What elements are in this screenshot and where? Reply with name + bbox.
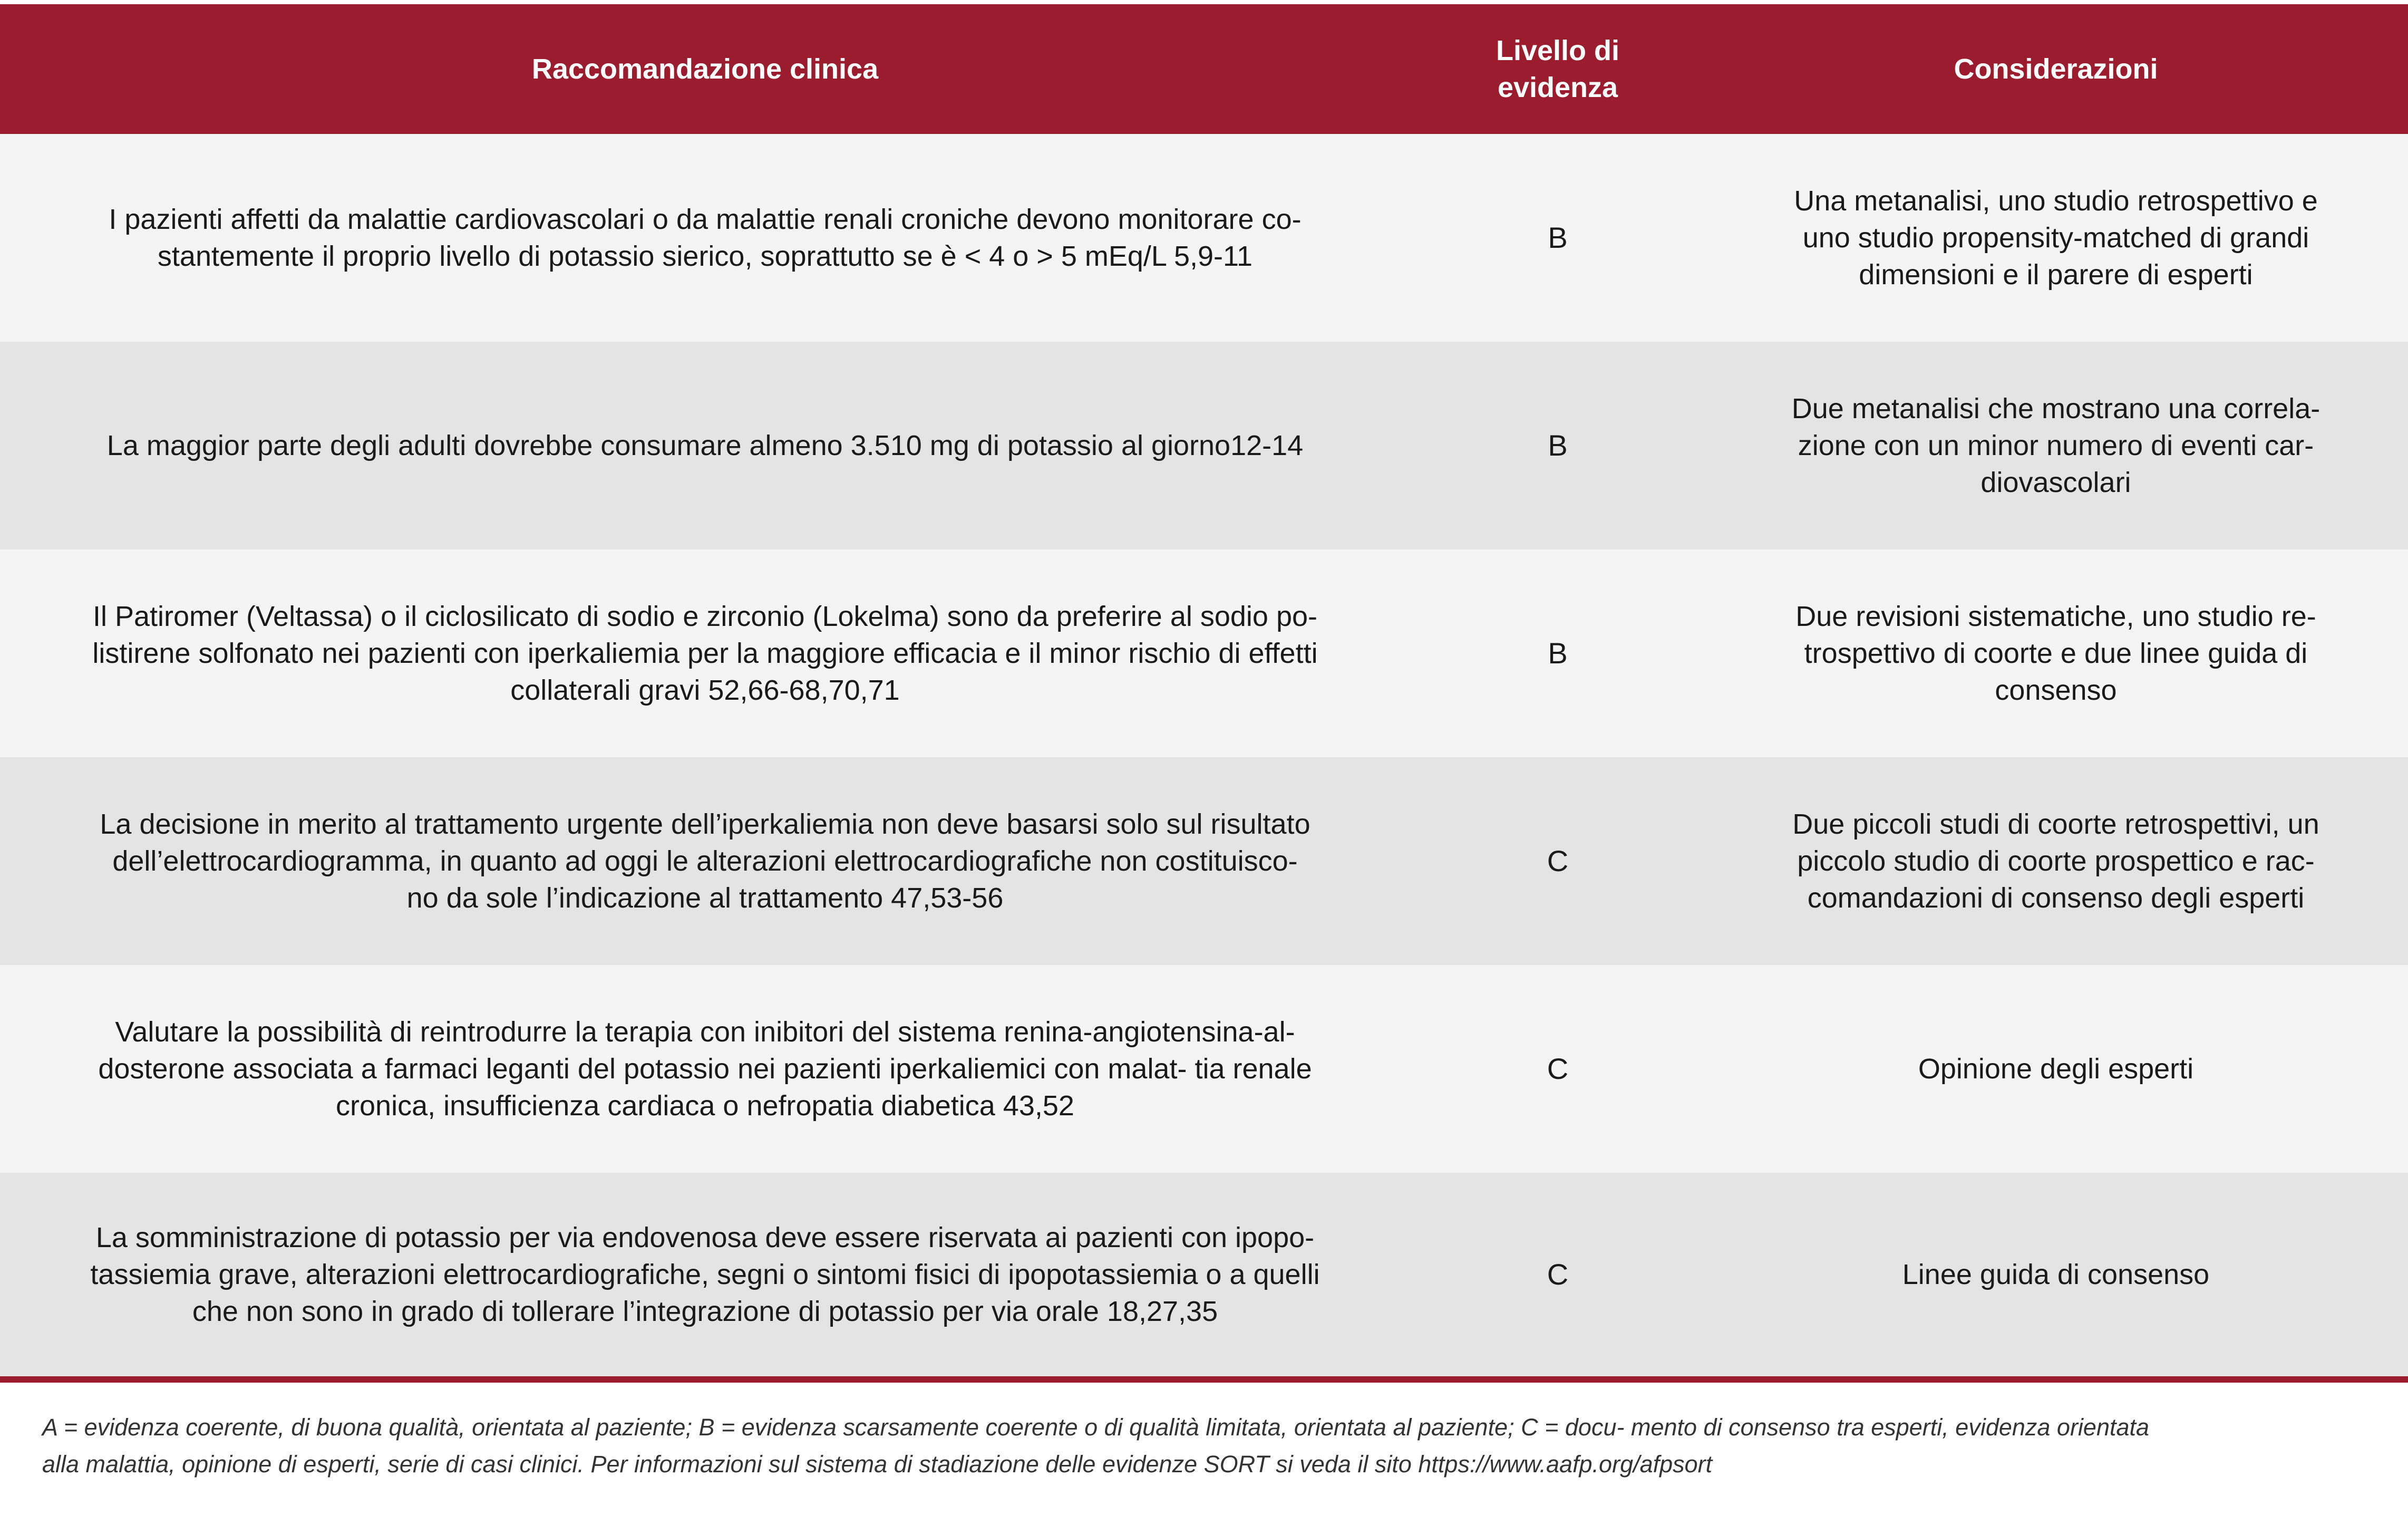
recommendation-cell: Valutare la possibilità di reintrodurre la terapia con inibitori del sistema renina-angiotensina-al- dosterone associata a farmaci leganti del potassio nei pazienti iperkaliemici con malat- tia renale cronica, insufficienza cardiaca o nefropatia diabetica 43,52 bbox=[98, 1016, 1312, 1122]
table-row bbox=[0, 1173, 2408, 1376]
recommendation-cell: Il Patiromer (Veltassa) o il ciclosilicato di sodio e zirconio (Lokelma) sono da preferire al sodio po- listirene solfonato nei pazienti con iperkaliemia per la maggiore efficacia e il minor rischio di effetti collaterali gravi 52,66-68,70,71 bbox=[92, 601, 1318, 706]
table-row bbox=[0, 549, 2408, 757]
evidence-level-cell: B bbox=[1548, 636, 1568, 670]
table-row bbox=[0, 134, 2408, 342]
evidence-level-cell: B bbox=[1548, 221, 1568, 254]
table-header bbox=[0, 4, 2408, 134]
considerations-cell: Opinione degli esperti bbox=[1918, 1053, 2194, 1085]
table-row bbox=[0, 757, 2408, 965]
table-bottom-rule bbox=[0, 1376, 2408, 1383]
considerations-cell: Due revisioni sistematiche, uno studio re- trospettivo di coorte e due linee guida di consenso bbox=[1795, 601, 2316, 706]
header-recommendation: Raccomandazione clinica bbox=[531, 53, 879, 85]
considerations-cell: Linee guida di consenso bbox=[1902, 1259, 2210, 1290]
considerations-cell: Due metanalisi che mostrano una correla- zione con un minor numero di eventi car- diovascolari bbox=[1791, 393, 2320, 498]
evidence-level-cell: C bbox=[1547, 1052, 1569, 1085]
considerations-cell: Una metanalisi, uno studio retrospettivo e uno studio propensity-matched di grandi dimensioni e il parere di esperti bbox=[1794, 185, 2318, 291]
evidence-level-cell: B bbox=[1548, 429, 1568, 462]
considerations-cell: Due piccoli studi di coorte retrospettivi, un piccolo studio di coorte prospettico e rac- comandazioni di consenso degli esperti bbox=[1792, 808, 2319, 914]
recommendation-cell: I pazienti affetti da malattie cardiovascolari o da malattie renali croniche devono monitorare co- stantemente il proprio livello di potassio sierico, soprattutto se è < 4 o > 5 mEq/L 5,9-11 bbox=[109, 204, 1302, 272]
evidence-level-cell: C bbox=[1547, 844, 1569, 877]
evidence-level-cell: C bbox=[1547, 1258, 1569, 1291]
table-footnote: A = evidenza coerente, di buona qualità, orientata al paziente; B = evidenza scarsamente coerente o di qualità limitata, orientata al paziente; C = docu- mento di consenso tra esperti, evidenza orientata alla malattia, opinione di esperti, serie di casi clinici. Per informazioni sul sistema di stadiazione delle evidenze SORT si veda il sito https://www.aafp.org/afpsort bbox=[42, 1414, 2150, 1478]
header-considerations: Considerazioni bbox=[1954, 53, 2158, 85]
recommendation-cell: La somministrazione di potassio per via endovenosa deve essere riservata ai pazienti con ipopo- tassiemia grave, alterazioni elettrocardiografiche, segni o sintomi fisici di ipopotassiemia o a quelli che non sono in grado di tollerare l’integrazione di potassio per via orale 18,27,35 bbox=[90, 1222, 1320, 1327]
table-row bbox=[0, 342, 2408, 549]
recommendation-cell: La maggior parte degli adulti dovrebbe consumare almeno 3.510 mg di potassio al giorno12-14 bbox=[106, 430, 1304, 461]
recommendation-cell: La decisione in merito al trattamento urgente dell’iperkaliemia non deve basarsi solo sul risultato dell’elettrocardiogramma, in quanto ad oggi le alterazioni elettrocardiografiche non costituisco- no da sole l’indicazione al trattamento 47,53-56 bbox=[100, 808, 1310, 914]
header-evidence-level: Livello di evidenza bbox=[1496, 35, 1620, 103]
table-row bbox=[0, 965, 2408, 1173]
